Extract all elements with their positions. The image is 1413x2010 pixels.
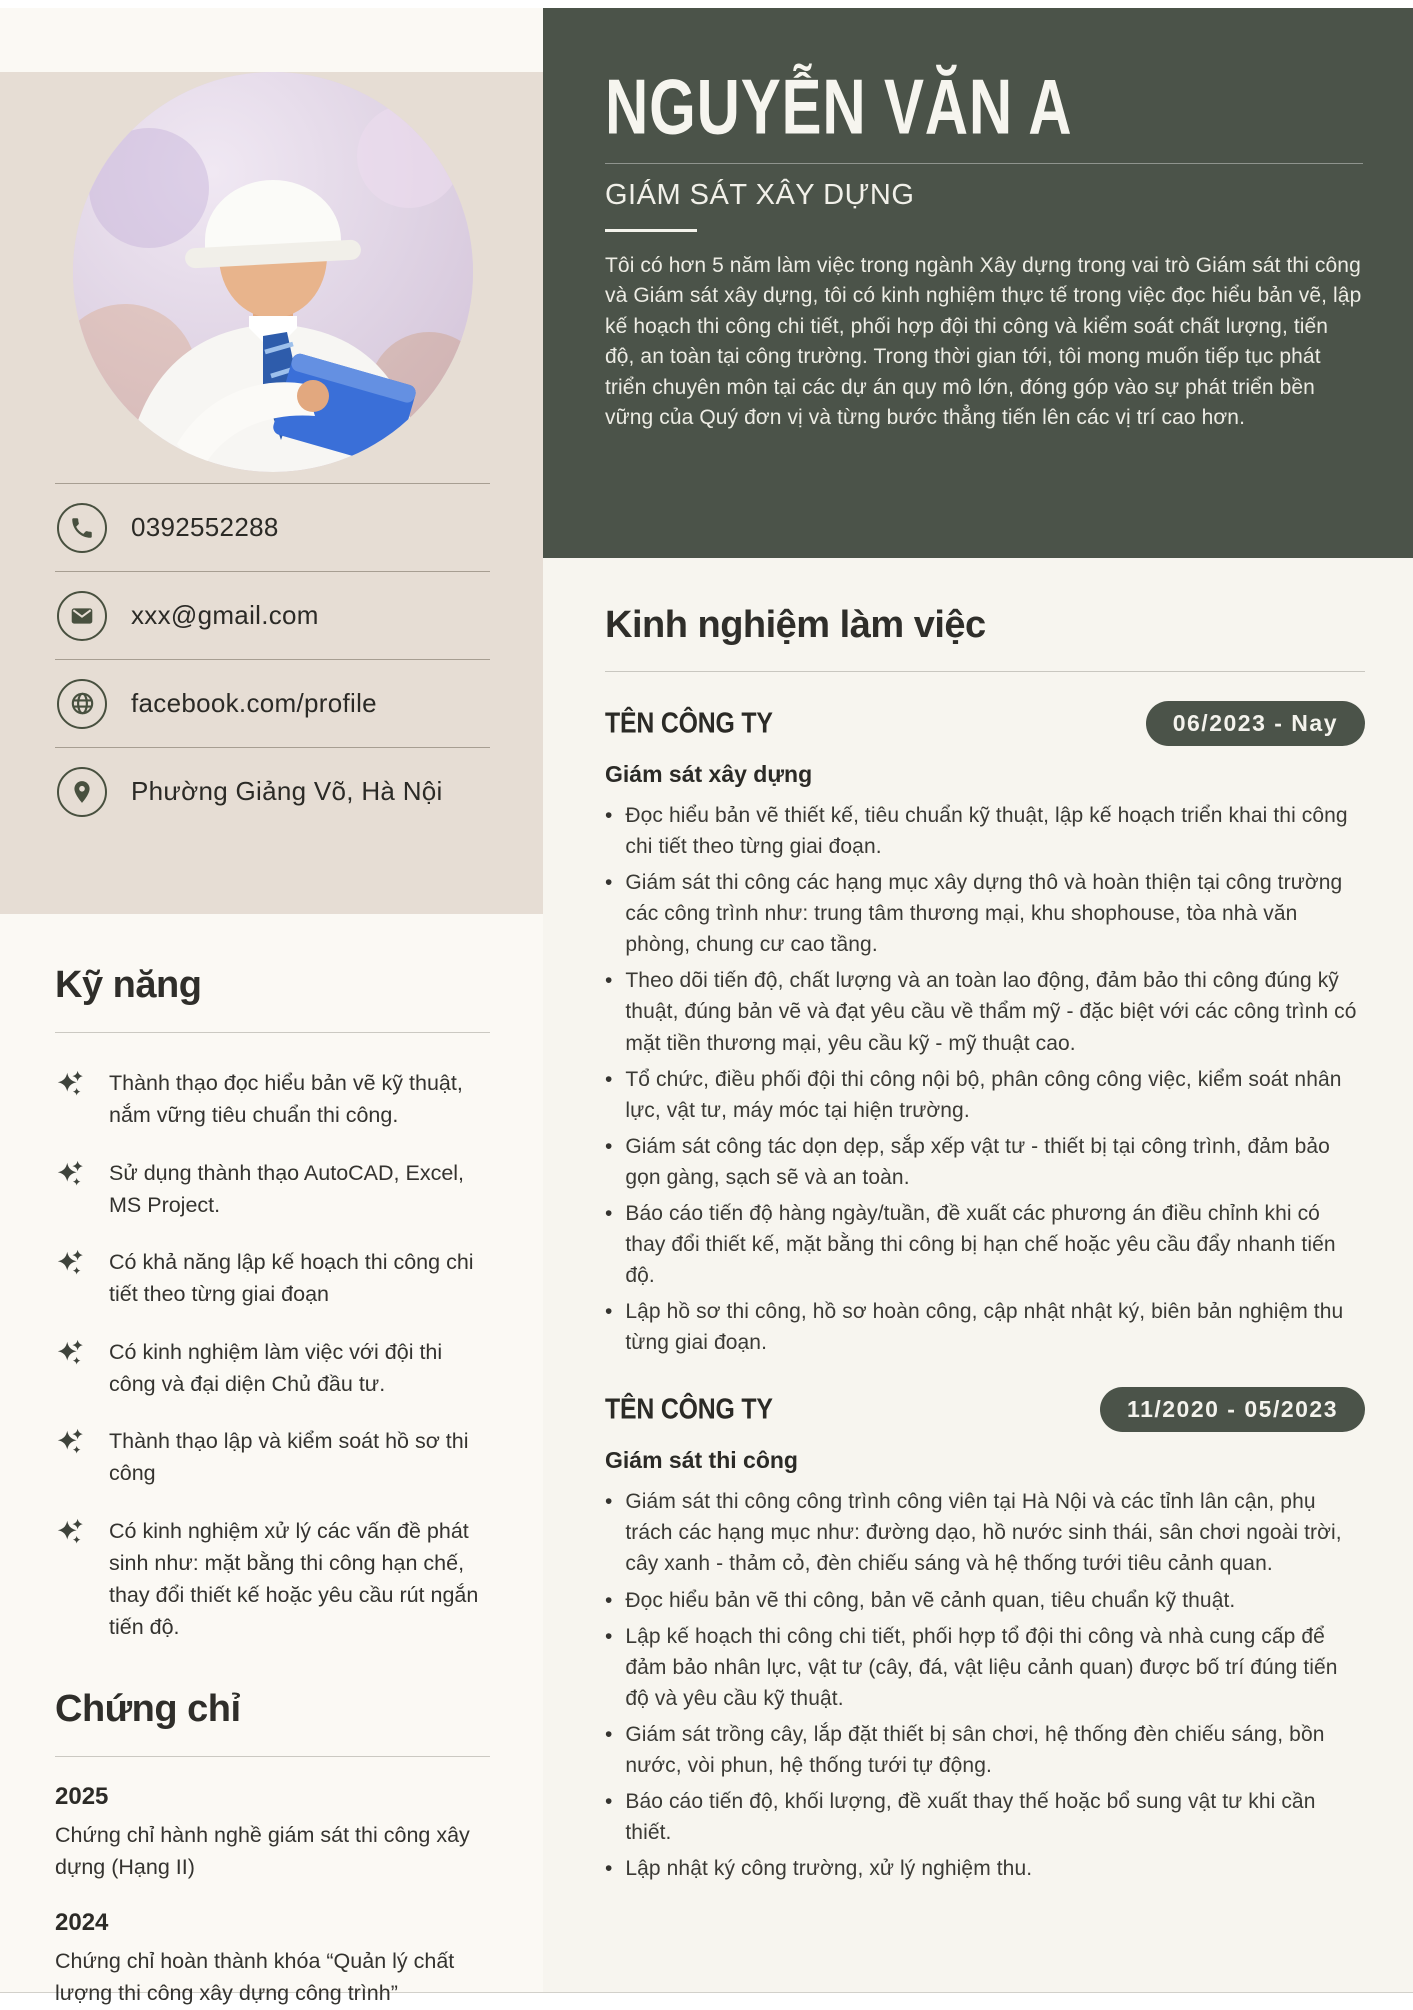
job-bullet: [605, 1585, 1365, 1616]
bullet-text: Giám sát thi công công trình công viên tại Hà Nội và các tỉnh lân cận, phụ trách các hạng mục như: đường dạo, hồ nước sinh thái, sân chơi ngoài trời, cây xanh - thảm cỏ, đèn chiếu sáng và hệ thống tưới tiêu cảnh quan.: [625, 1490, 1342, 1576]
company-name: TÊN CÔNG TY: [605, 707, 773, 739]
skill-item: [55, 1067, 490, 1132]
sparkles-icon: [55, 1067, 87, 1132]
sparkles-icon: [55, 1425, 87, 1490]
bullet-text: Giám sát trồng cây, lắp đặt thiết bị sân chơi, hệ thống đèn chiếu sáng, bồn nước, vòi phun, hệ thống tưới tự động.: [625, 1722, 1325, 1777]
bullet-text: Lập hồ sơ thi công, hồ sơ hoàn công, cập nhật nhật ký, biên bản nghiệm thu từng giai đoạn.: [625, 1300, 1344, 1355]
job-bullet: [605, 1853, 1365, 1884]
bullet-dot: •: [605, 1857, 613, 1881]
skill-item: [55, 1336, 490, 1401]
job-period-badge: 06/2023 - Nay: [1146, 701, 1365, 746]
job-bullet: [605, 1719, 1365, 1781]
profile-photo: [73, 72, 473, 472]
bullet-text: Đọc hiểu bản vẽ thiết kế, tiêu chuẩn kỹ thuật, lập kế hoạch triển khai thi công chi tiết theo từng giai đoạn.: [625, 804, 1348, 859]
candidate-name: NGUYỄN VĂN A: [605, 62, 1073, 151]
website-url[interactable]: facebook.com/profile: [131, 688, 377, 718]
skill-text: Thành thạo đọc hiểu bản vẽ kỹ thuật, nắm vững tiêu chuẩn thi công.: [109, 1071, 463, 1128]
bullet-dot: •: [605, 1790, 613, 1814]
skills-list: [55, 1067, 490, 1644]
certificates-heading: Chứng chỉ: [55, 1687, 241, 1730]
job-bullet: [605, 1296, 1365, 1358]
phone-icon: [57, 503, 107, 553]
email-address[interactable]: xxx@gmail.com: [131, 600, 319, 630]
bullet-dot: •: [605, 1300, 613, 1324]
sidebar-contact-panel: [0, 72, 543, 914]
certificate-text: Chứng chỉ hành nghề giám sát thi công xây dựng (Hạng II): [55, 1822, 470, 1879]
bullet-dot: •: [605, 1722, 613, 1746]
certificate-text: Chứng chỉ hoàn thành khóa “Quản lý chất lượng thi công xây dựng công trình”: [55, 1949, 455, 2006]
experience-section: [543, 604, 1413, 1884]
certificate-year: 2024: [55, 1909, 109, 1936]
main-column: [543, 8, 1413, 1992]
sidebar-lower: [0, 964, 543, 2010]
bullet-dot: •: [605, 804, 613, 827]
job-bullet: [605, 1198, 1365, 1291]
bullet-text: Lập kế hoạch thi công chi tiết, phối hợp tổ đội thi công và nhà cung cấp để đảm bảo nhân lực, vật tư (cây, đá, vật liệu cảnh quan) được bố trí đúng tiến độ và yêu cầu kỹ thuật.: [625, 1624, 1338, 1710]
bullet-text: Giám sát thi công các hạng mục xây dựng thô và hoàn thiện tại công trường các công trình như: trung tâm thương mại, khu shophouse, tòa nhà văn phòng, chung cư cao tầng.: [625, 871, 1343, 957]
skill-text: Có kinh nghiệm làm việc với đội thi công và đại diện Chủ đầu tư.: [109, 1339, 443, 1396]
bullet-dot: •: [605, 1201, 613, 1225]
bullet-text: Báo cáo tiến độ, khối lượng, đề xuất thay thế hoặc bổ sung vật tư khi cần thiết.: [625, 1790, 1316, 1845]
bullet-dot: •: [605, 1067, 613, 1091]
certificates-divider: [55, 1756, 490, 1757]
candidate-job-title: GIÁM SÁT XÂY DỰNG: [605, 178, 915, 211]
contact-row-phone[interactable]: [55, 483, 490, 571]
skill-text: Có khả năng lập kế hoạch thi công chi tiết theo từng giai đoạn: [109, 1250, 474, 1307]
skill-item: [55, 1157, 490, 1222]
sparkles-icon: [55, 1336, 87, 1401]
job-period-badge: 11/2020 - 05/2023: [1100, 1387, 1365, 1432]
bullet-text: Đọc hiểu bản vẽ thi công, bản vẽ cảnh quan, tiêu chuẩn kỹ thuật.: [625, 1588, 1236, 1612]
skills-heading: Kỹ năng: [55, 964, 202, 1006]
job-bullet: [605, 800, 1365, 862]
job-role: Giám sát xây dựng: [605, 761, 813, 787]
experience-divider: [605, 671, 1365, 672]
skill-text: Có kinh nghiệm xử lý các vấn đề phát sinh như: mặt bằng thi công hạn chế, thay đổi thiết kế hoặc yêu cầu rút ngắn tiến độ.: [109, 1518, 479, 1640]
certificate-year: 2025: [55, 1782, 109, 1810]
mail-icon: [57, 591, 107, 641]
skills-divider: [55, 1032, 490, 1033]
bullet-text: Theo dõi tiến độ, chất lượng và an toàn lao động, đảm bảo thi công đúng kỹ thuật, đúng bản vẽ và đạt yêu cầu về thẩm mỹ - đặc biệt với các công trình có mặt tiền thương mại, yêu cầu kỹ - mỹ thuật cao.: [625, 969, 1357, 1055]
bullet-dot: •: [605, 1134, 613, 1158]
profile-summary: Tôi có hơn 5 năm làm việc trong ngành Xây dựng trong vai trò Giám sát thi công và Giám sát xây dựng, tôi có kinh nghiệm thực tế trong việc đọc hiểu bản vẽ, lập kế hoạch thi công chi tiết, phối hợp đội thi công và kiểm soát chất lượng, tiến độ, an toàn tại công trường. Trong thời gian tới, tôi mong muốn tiếp tục phát triển chuyên môn tại các dự án quy mô lớn, đóng góp vào sự phát triển bền vững của Quý đơn vị và từng bước thẳng tiến lên các vị trí cao hơn.: [605, 253, 1362, 429]
job-bullet: [605, 1131, 1365, 1193]
skill-item: [55, 1246, 490, 1311]
profile-photo-illustration: [73, 72, 473, 472]
location-icon: [57, 767, 107, 817]
job-bullet: [605, 1786, 1365, 1848]
skill-text: Thành thạo lập và kiểm soát hồ sơ thi công: [109, 1429, 469, 1486]
globe-icon: [57, 679, 107, 729]
job-bullet: [605, 965, 1365, 1058]
skill-item: [55, 1515, 490, 1644]
sparkles-icon: [55, 1157, 87, 1222]
job-bullet-list: [605, 1486, 1365, 1884]
job-bullet: [605, 1064, 1365, 1126]
job-header: [605, 1387, 1365, 1432]
job-entry: [605, 1387, 1365, 1884]
contact-list: [55, 483, 490, 835]
certificate-item: [55, 1909, 490, 2010]
bullet-dot: •: [605, 871, 613, 895]
bullet-text: Giám sát công tác dọn dẹp, sắp xếp vật tư - thiết bị tại công trình, đảm bảo gọn gàng, sạch sẽ và an toàn.: [625, 1134, 1330, 1189]
bullet-text: Lập nhật ký công trường, xử lý nghiệm thu.: [625, 1857, 1033, 1881]
bullet-dot: •: [605, 969, 613, 993]
contact-row-website[interactable]: [55, 659, 490, 747]
job-bullet: [605, 867, 1365, 960]
skill-text: Sử dụng thành thạo AutoCAD, Excel, MS Project.: [109, 1160, 465, 1217]
bullet-text: Tổ chức, điều phối đội thi công nội bộ, phân công công việc, kiểm soát nhân lực, vật tư, máy móc tại hiện trường.: [625, 1067, 1342, 1122]
cv-page: [0, 8, 1413, 2006]
contact-row-email[interactable]: [55, 571, 490, 659]
job-bullet: [605, 1621, 1365, 1714]
hero-separator: [605, 163, 1363, 164]
bullet-dot: •: [605, 1490, 613, 1514]
skill-item: [55, 1425, 490, 1490]
certificate-item: [55, 1783, 490, 1884]
bullet-dot: •: [605, 1588, 613, 1612]
bullet-text: Báo cáo tiến độ hàng ngày/tuần, đề xuất các phương án điều chỉnh khi có thay đổi thiết kế, mặt bằng thi công bị hạn chế hoặc yêu cầu đẩy nhanh tiến độ.: [625, 1201, 1336, 1288]
sidebar: [0, 8, 543, 2006]
experience-heading: Kinh nghiệm làm việc: [605, 604, 986, 646]
hero-header: [543, 8, 1413, 558]
company-name: TÊN CÔNG TY: [605, 1393, 773, 1426]
bullet-dot: •: [605, 1624, 613, 1648]
sparkles-icon: [55, 1515, 87, 1644]
job-bullet-list: [605, 800, 1365, 1358]
job-bullet: [605, 1486, 1365, 1579]
phone-number[interactable]: 0392552288: [131, 512, 279, 542]
contact-row-address: [55, 747, 490, 835]
address-text: Phường Giảng Võ, Hà Nội: [131, 776, 443, 806]
hero-accent-underline: [605, 229, 697, 232]
job-header: [605, 701, 1365, 746]
sparkles-icon: [55, 1246, 87, 1311]
job-role: Giám sát thi công: [605, 1447, 798, 1474]
job-entry: [605, 701, 1365, 1358]
